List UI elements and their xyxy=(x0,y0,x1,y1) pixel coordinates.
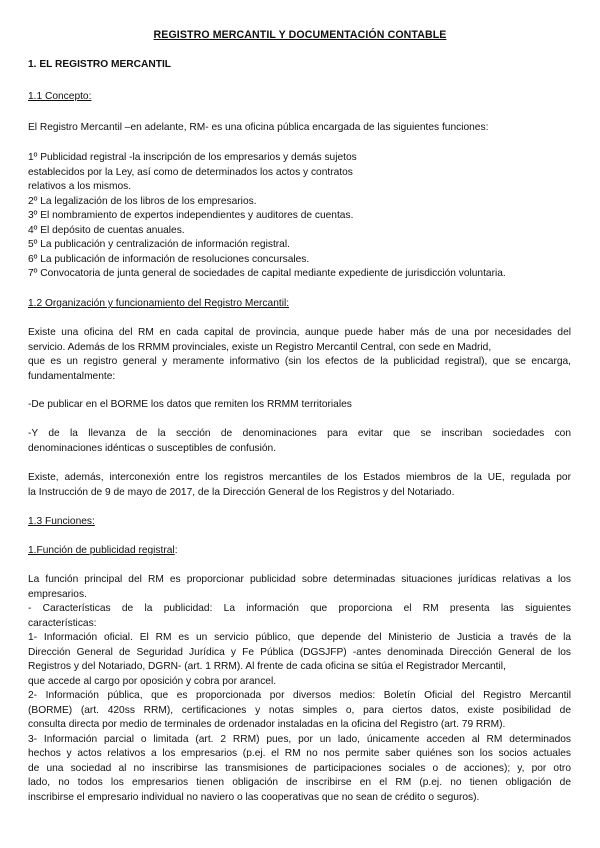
paragraph-line: características: xyxy=(28,617,97,629)
function-line: 3º El nombramiento de expertos independientes y auditores de cuentas. xyxy=(28,210,354,221)
paragraph-line: servicio. Además de los RRMM provinciales, existe un Registro Mercantil Central, con sede en Madrid, xyxy=(28,341,492,353)
paragraph-line: Existe, además, interconexión entre los registros mercantiles de los Estados miembros de la UE, regulada por xyxy=(28,472,571,483)
section-1-heading: 1. EL REGISTRO MERCANTIL xyxy=(28,59,172,70)
subsection-heading xyxy=(28,544,178,559)
section-1-1-intro: El Registro Mercantil –en adelante, RM- es una oficina pública encargada de las siguientes funciones: xyxy=(28,122,489,133)
paragraph-line: hechos y actos relativos a los empresarios (p.ej. el RM no nos permite saber quiénes son los socios actuales xyxy=(28,748,571,759)
paragraph-line: -Y de la llevanza de la sección de denominaciones para evitar que se inscriban sociedades con xyxy=(28,428,571,439)
paragraph-line: de una sociedad al no inscribirse las transmisiones de participaciones sociales o de acciones); y, por otro xyxy=(28,762,571,774)
paragraph-line: que es un registro general y meramente informativo (sin los efectos de la publicidad registral), que se encarga, xyxy=(28,356,571,367)
paragraph-line: denominaciones idénticas o susceptibles de confusión. xyxy=(28,442,277,454)
paragraph-line: (BORME) (art. 420ss RRM), certificaciones y notas simples o, para ciertos datos, existe posibilidad de xyxy=(28,704,571,716)
paragraph-line: la Instrucción de 9 de mayo de 2017, de la Dirección General de los Registros y del Notariado. xyxy=(28,486,455,498)
function-line: 1º Publicidad registral -la inscripción de los empresarios y demás sujetos xyxy=(28,152,357,163)
paragraph-line: fundamentalmente: xyxy=(28,370,116,382)
function-line: 5º La publicación y centralización de información registral. xyxy=(28,239,290,250)
paragraph-line: 2- Información pública, que es proporcionada por diversos medios: Boletín Oficial del Registro Mercantil xyxy=(28,690,571,701)
subsection-heading-text: 1.Función de publicidad registral xyxy=(28,545,175,556)
paragraph-line: 1- Información oficial. El RM es un servicio público, que depende del Ministerio de Justicia a través de la xyxy=(28,632,571,643)
section-1-2-heading: 1.2 Organización y funcionamiento del Registro Mercantil: xyxy=(28,298,290,309)
document-title: REGISTRO MERCANTIL Y DOCUMENTACIÓN CONTABLE xyxy=(153,29,447,41)
paragraph-line: -De publicar en el BORME los datos que remiten los RRMM territoriales xyxy=(28,399,352,410)
paragraph-line: Existe una oficina del RM en cada capital de provincia, aunque puede haber más de una por necesidades del xyxy=(28,327,571,338)
section-1-1-heading: 1.1 Concepto: xyxy=(28,91,92,102)
paragraph-line: 3- Información parcial o limitada (art. 2 RRM) pues, por un lado, únicamente acceden al RM determinados xyxy=(28,733,571,745)
paragraph-line: inscribirse el empresario individual no naviero o las cooperativas que no sean de crédito o seguros). xyxy=(28,791,480,803)
paragraph-line: La función principal del RM es proporcionar publicidad sobre determinadas situaciones jurídicas relativas a los xyxy=(28,574,571,585)
paragraph-line: - Características de la publicidad: La información que proporciona el RM presenta las siguientes xyxy=(28,603,571,614)
function-line: 2º La legalización de los libros de los empresarios. xyxy=(28,195,257,207)
function-line: establecidos por la Ley, así como de determinados los actos y contratos xyxy=(28,166,353,178)
paragraph-line: lado, no todos los empresarios tienen obligación de inscribirse en el RM (p.ej. no tienen obligación de xyxy=(28,777,571,788)
paragraph-line: Dirección General de Seguridad Jurídica y Fe Pública (DGSJFP) -antes denominada Dirección General de los xyxy=(28,646,571,658)
function-line: 6º La publicación de información de resoluciones concursales. xyxy=(28,253,310,265)
section-1-3-heading: 1.3 Funciones: xyxy=(28,516,95,527)
paragraph-line: que accede al cargo por oposición y cobra por arancel. xyxy=(28,675,277,687)
function-line: relativos a los mismos. xyxy=(28,181,132,192)
paragraph-line: empresarios. xyxy=(28,588,87,600)
function-line: 7º Convocatoria de junta general de sociedades de capital mediante expediente de jurisdicción voluntaria. xyxy=(28,268,506,279)
function-line: 4º El depósito de cuentas anuales. xyxy=(28,224,185,236)
subsection-heading-colon: : xyxy=(174,545,178,556)
paragraph-line: Registros y del Notariado, DGRN- (art. 1 RRM). Al frente de cada oficina se sitúa el Registrador Mercantil, xyxy=(28,661,506,672)
paragraph-line: consulta directa por medio de terminales de ordenador instaladas en la oficina del Registro (art. 79 RRM). xyxy=(28,719,506,730)
